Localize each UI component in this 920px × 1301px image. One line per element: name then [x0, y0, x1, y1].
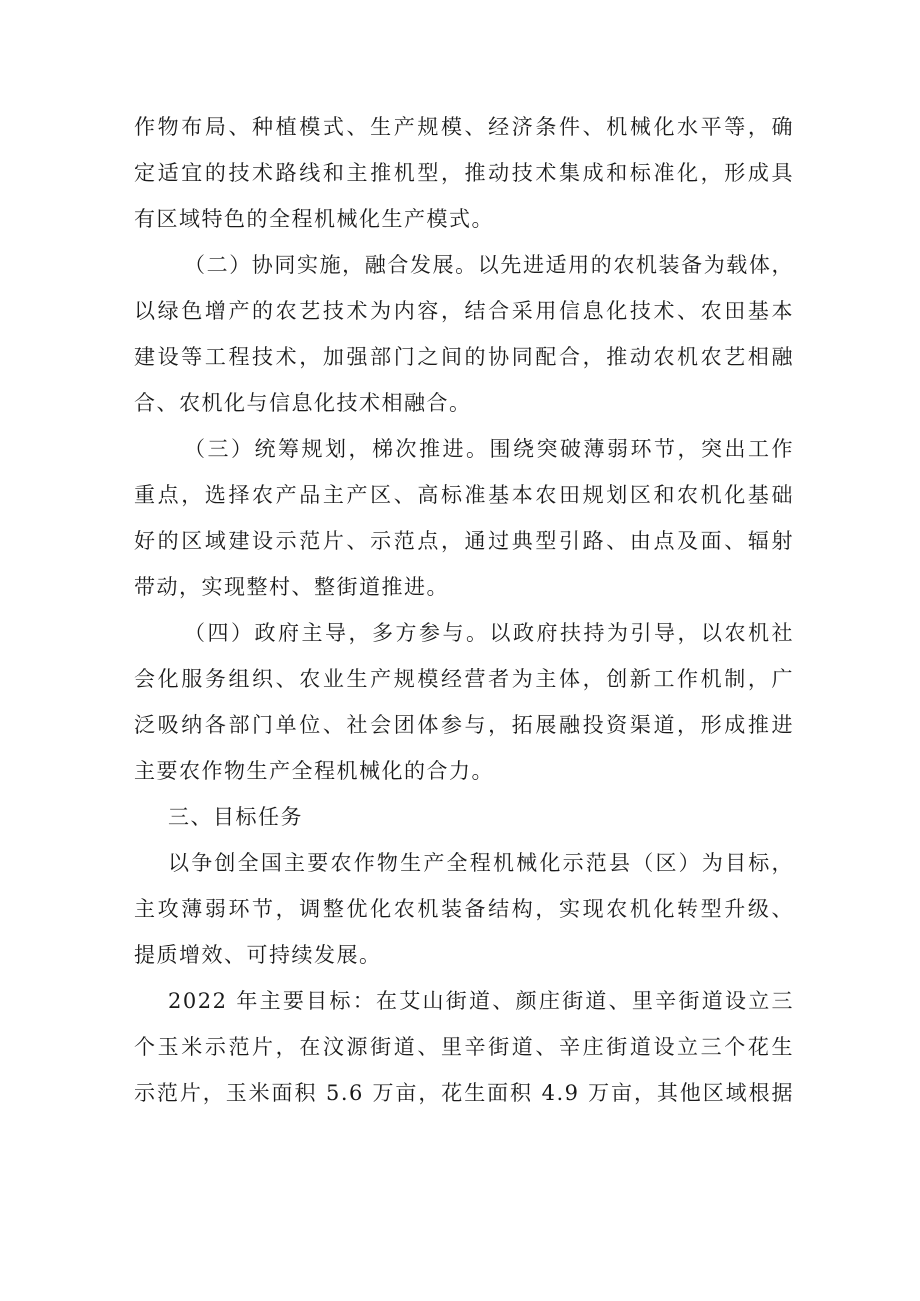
text-line: 个玉米示范片，在汶源街道、里辛街道、辛庄街道设立三个花生: [134, 1035, 794, 1059]
text-line: 主攻薄弱环节，调整优化农机装备结构，实现农机化转型升级、: [134, 897, 794, 921]
text-line: 泛吸纳各部门单位、社会团体参与，拓展融投资渠道，形成推进: [134, 713, 794, 737]
text-line: 带动，实现整村、整街道推进。: [134, 575, 449, 599]
document-body: [134, 104, 794, 1116]
paragraph-crop-layout: [134, 104, 794, 242]
text-line: 重点，选择农产品主产区、高标准基本农田规划区和农机化基础: [134, 483, 794, 507]
paragraph-coordinated-implementation: [134, 242, 794, 426]
text-line: 主要农作物生产全程机械化的合力。: [134, 759, 494, 783]
text-line: 合、农机化与信息化技术相融合。: [134, 391, 472, 415]
text-line: 定适宜的技术路线和主推机型，推动技术集成和标准化，形成具: [134, 161, 794, 185]
text-line: 以绿色增产的农艺技术为内容，结合采用信息化技术、农田基本: [134, 299, 794, 323]
text-line: 以争创全国主要农作物生产全程机械化示范县（区）为目标，: [168, 851, 794, 875]
text-line: 提质增效、可持续发展。: [134, 943, 382, 967]
paragraph-government-led: [134, 610, 794, 794]
text-line: 作物布局、种植模式、生产规模、经济条件、机械化水平等，确: [134, 115, 794, 139]
text-line: （三）统筹规划，梯次推进。围绕突破薄弱环节，突出工作: [184, 437, 794, 461]
text-line: 2022 年主要目标：在艾山街道、颜庄街道、里辛街道设立三: [168, 989, 794, 1013]
text-line: 建设等工程技术，加强部门之间的协同配合，推动农机农艺相融: [134, 345, 794, 369]
text-line: 示范片，玉米面积 5.6 万亩，花生面积 4.9 万亩，其他区域根据: [134, 1081, 794, 1105]
section-heading: 三、目标任务: [168, 805, 303, 829]
paragraph-2022-targets: [134, 978, 794, 1116]
text-line: 有区域特色的全程机械化生产模式。: [134, 207, 494, 231]
text-line: 好的区域建设示范片、示范点，通过典型引路、由点及面、辐射: [134, 529, 794, 553]
text-line: （四）政府主导，多方参与。以政府扶持为引导，以农机社: [184, 621, 794, 645]
text-line: 会化服务组织、农业生产规模经营者为主体，创新工作机制，广: [134, 667, 794, 691]
paragraph-overall-planning: [134, 426, 794, 610]
text-line: （二）协同实施，融合发展。以先进适用的农机装备为载体，: [184, 253, 794, 277]
paragraph-goal: [134, 840, 794, 978]
